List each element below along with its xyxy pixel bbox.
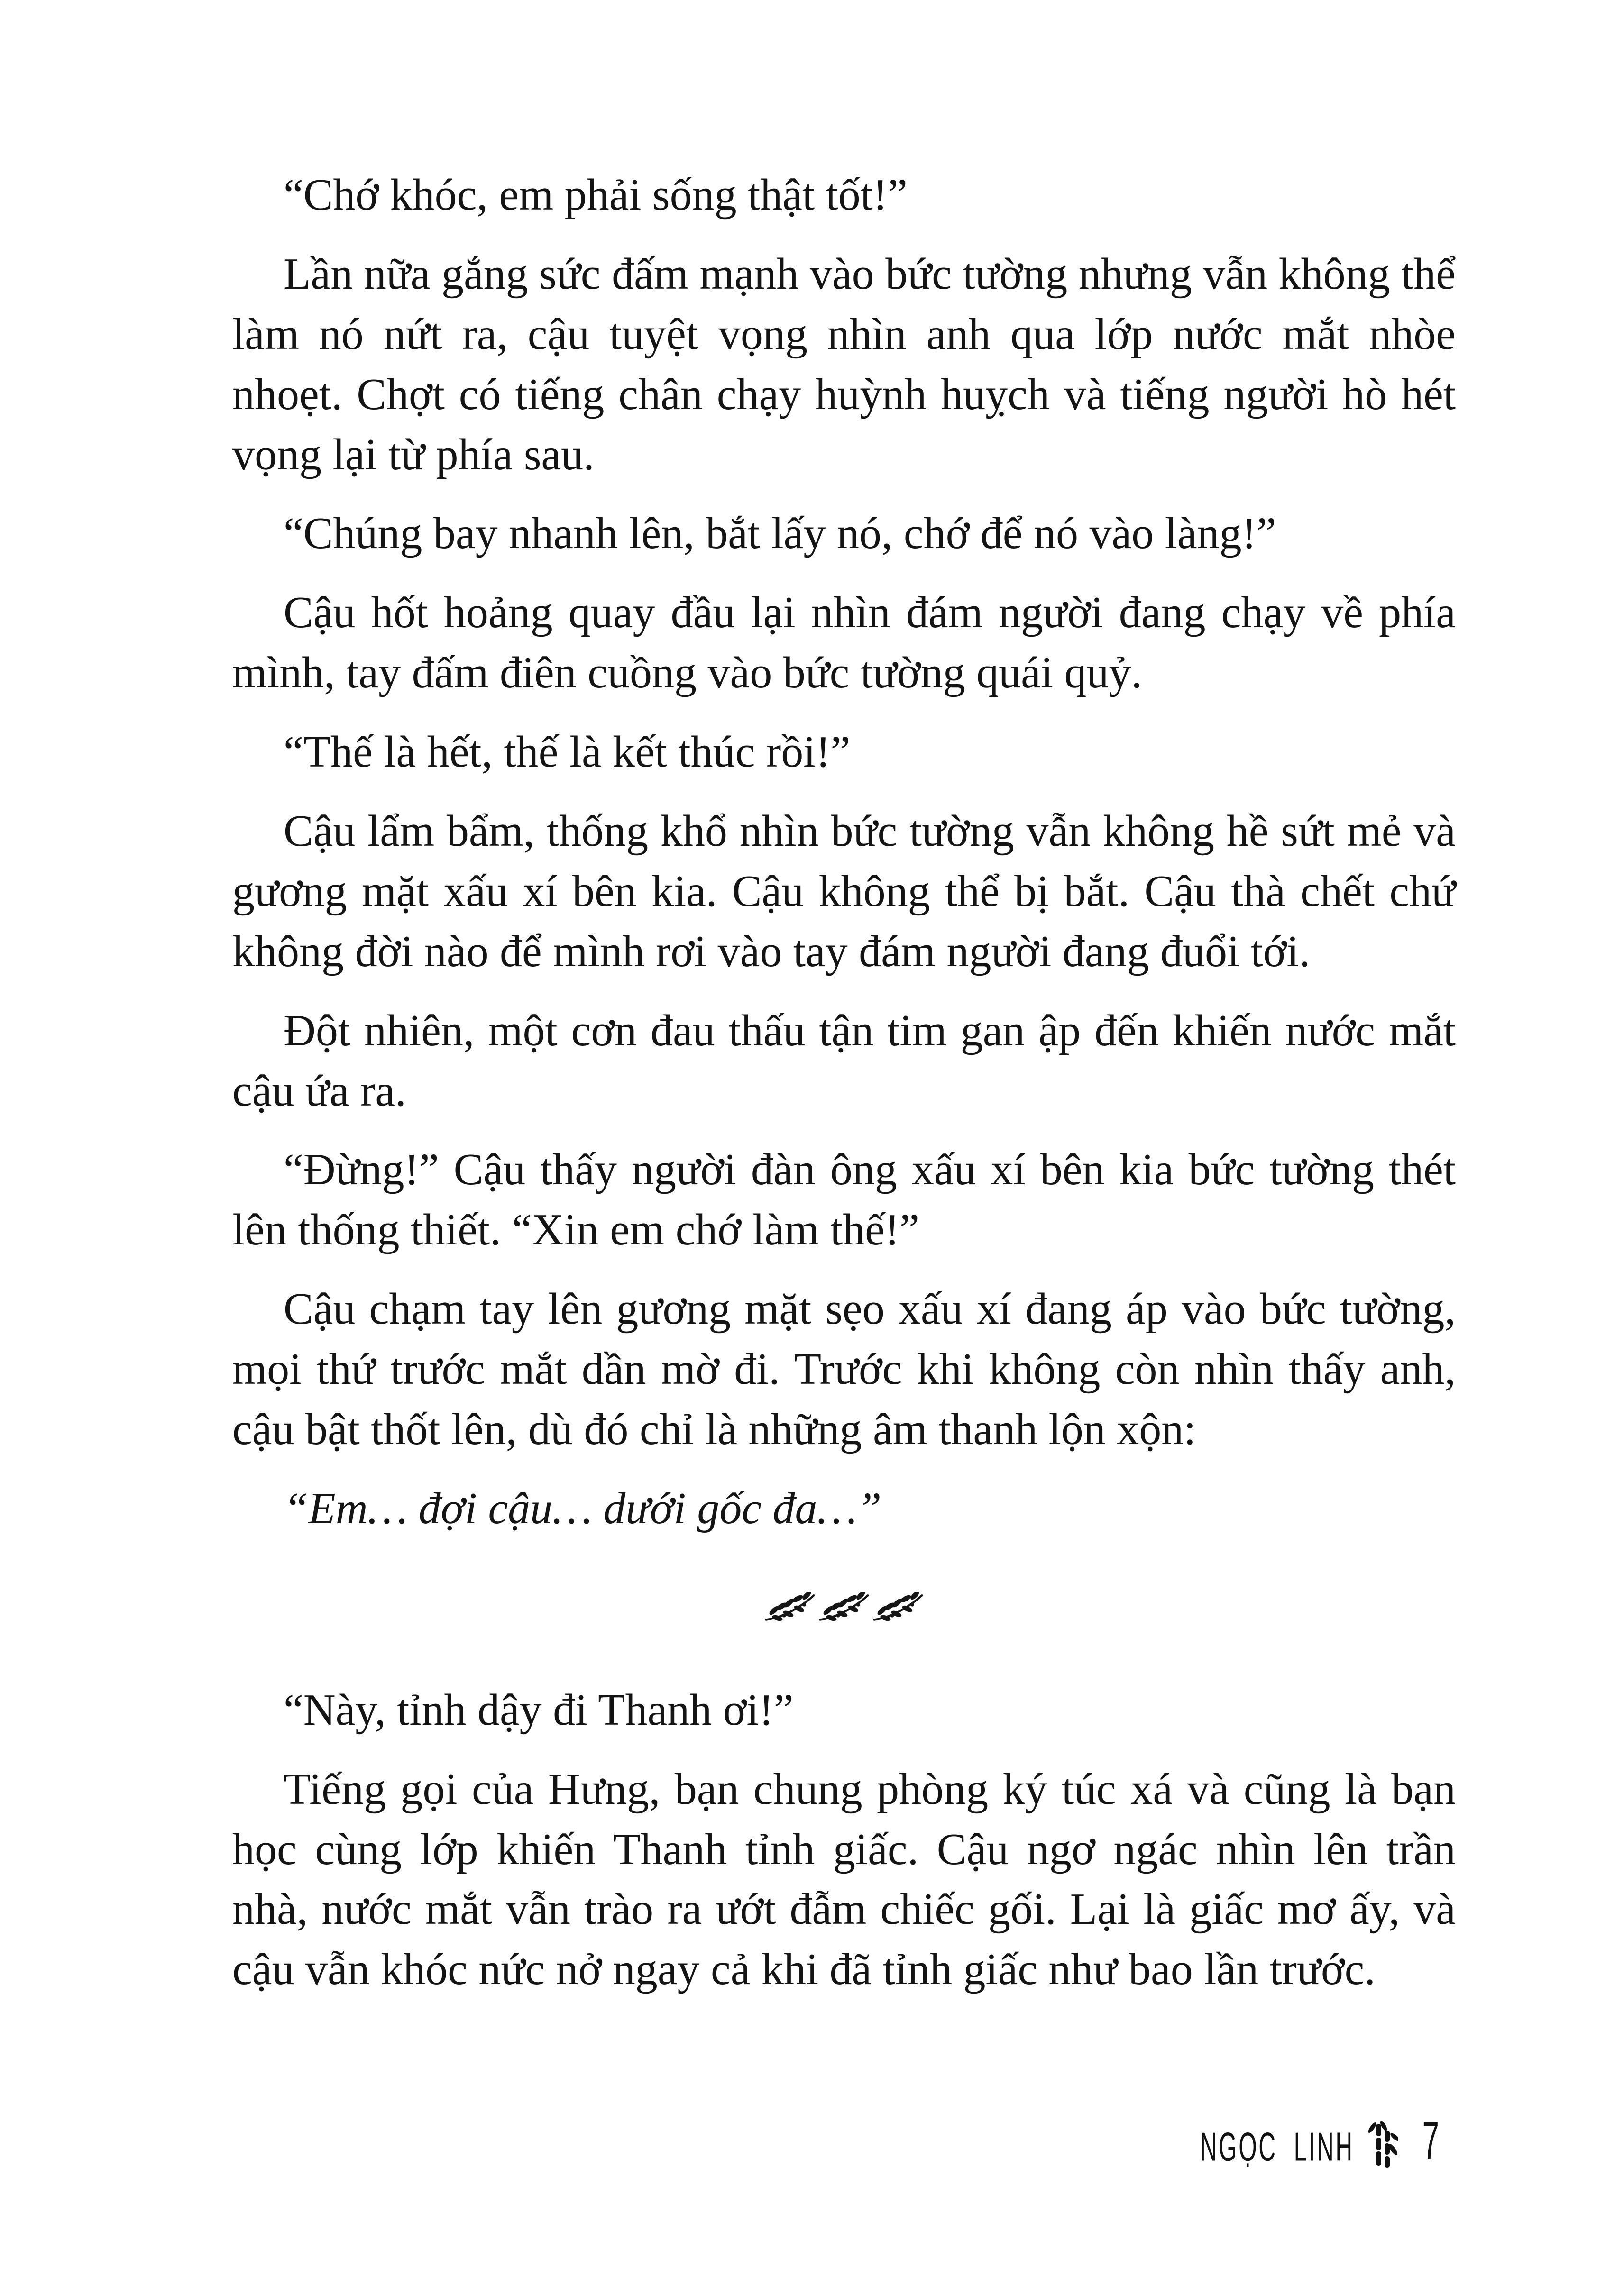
narration-paragraph: Cậu chạm tay lên gương mặt sẹo xấu xí đang áp vào bức tường, mọi thứ trước mắt dần mờ đi. Trước khi không còn nhìn thấy anh, cậu bật thốt lên, dù đó chỉ là những âm thanh lộn xộn:: [232, 1284, 1456, 1454]
dialogue-paragraph: “Chúng bay nhanh lên, bắt lấy nó, chớ để nó vào làng!”: [284, 509, 1276, 558]
narration-paragraph: Cậu lẩm bẩm, thống khổ nhìn bức tường vẫn không hề sứt mẻ và gương mặt xấu xí bên kia. Cậu không thể bị bắt. Cậu thà chết chứ không đời nào để mình rơi vào tay đám người đang đuổi tới.: [232, 806, 1456, 976]
branch-ornament-icon: [819, 1592, 869, 1622]
dialogue-paragraph: “Này, tỉnh dậy đi Thanh ơi!”: [284, 1685, 794, 1735]
page-number: 7: [1422, 2111, 1439, 2170]
author-name: NGỌC LINH: [1200, 2124, 1355, 2170]
narration-paragraph: Đột nhiên, một cơn đau thấu tận tim gan ập đến khiến nước mắt cậu ứa ra.: [232, 1006, 1456, 1116]
bamboo-icon: [1367, 2120, 1398, 2170]
narration-paragraph: “Đừng!” Cậu thấy người đàn ông xấu xí bên kia bức tường thét lên thống thiết. “Xin em chớ làm thế!”: [232, 1145, 1456, 1255]
page-text-block: [232, 165, 1456, 2019]
narration-paragraph: Lần nữa gắng sức đấm mạnh vào bức tường nhưng vẫn không thể làm nó nứt ra, cậu tuyệt vọng nhìn anh qua lớp nước mắt nhòe nhoẹt. Chợt có tiếng chân chạy huỳnh huỵch và tiếng người hò hét vọng lại từ phía sau.: [232, 249, 1456, 479]
narration-paragraph: Cậu hốt hoảng quay đầu lại nhìn đám người đang chạy về phía mình, tay đấm điên cuồng vào bức tường quái quỷ.: [232, 588, 1456, 698]
branch-ornament-icon: [873, 1592, 923, 1622]
page-footer: [1093, 2111, 1439, 2170]
dialogue-paragraph: “Chớ khóc, em phải sống thật tốt!”: [284, 170, 908, 220]
narration-paragraph: Tiếng gọi của Hưng, bạn chung phòng ký túc xá và cũng là bạn học cùng lớp khiến Thanh tỉnh giấc. Cậu ngơ ngác nhìn lên trần nhà, nước mắt vẫn trào ra ướt đẫm chiếc gối. Lại là giấc mơ ấy, và cậu vẫn khóc nức nở ngay cả khi đã tỉnh giấc như bao lần trước.: [232, 1764, 1456, 1994]
italic-dialogue-paragraph: “Em… đợi cậu… dưới gốc đa…”: [284, 1483, 882, 1533]
dialogue-paragraph: “Thế là hết, thế là kết thúc rồi!”: [284, 727, 851, 777]
section-divider: [232, 1592, 1456, 1622]
branch-ornament-icon: [765, 1592, 815, 1622]
